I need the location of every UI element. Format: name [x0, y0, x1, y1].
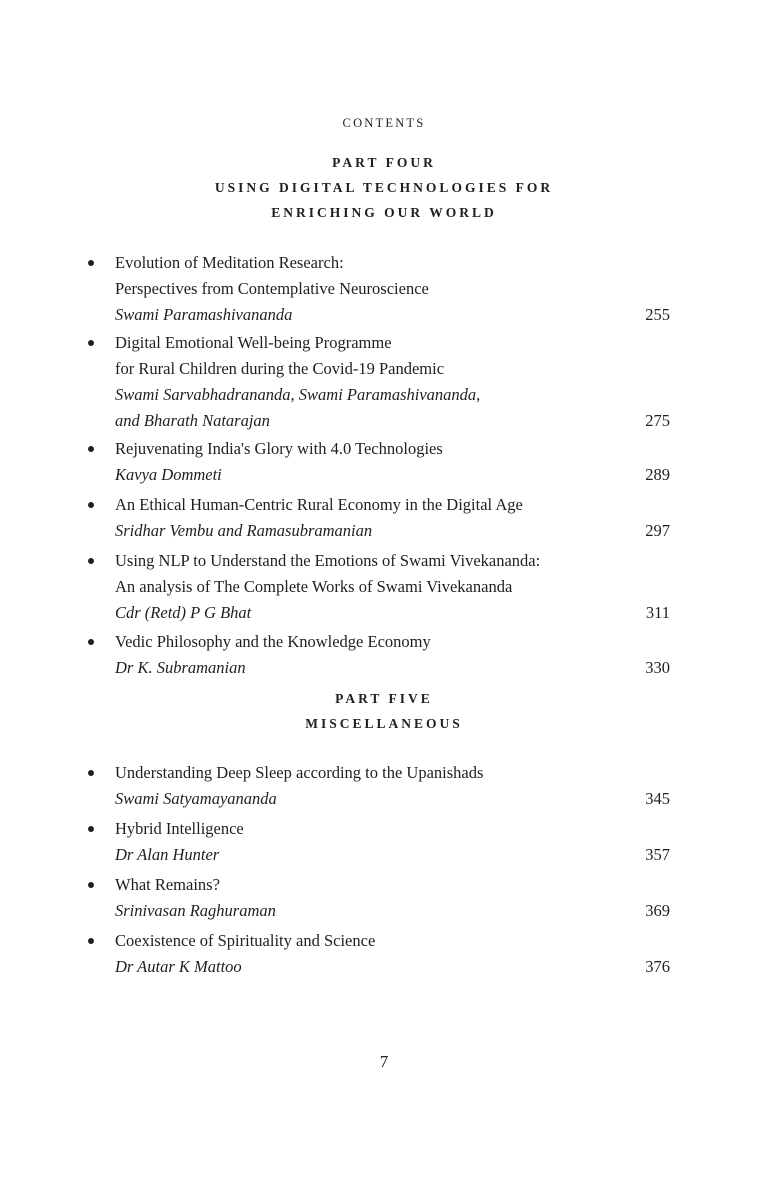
- bullet-icon: [88, 938, 94, 944]
- entry-author: and Bharath Natarajan: [115, 411, 270, 430]
- part-subtitle: ENRICHING OUR WORLD: [271, 205, 497, 220]
- entry-title: An Ethical Human-Centric Rural Economy in the Digital Age: [115, 495, 523, 514]
- entry-title: Rejuvenating India's Glory with 4.0 Technologies: [115, 439, 443, 458]
- entry-title: Evolution of Meditation Research:: [115, 253, 344, 272]
- entry-title: What Remains?: [115, 875, 220, 894]
- page-number: 345: [645, 789, 670, 808]
- entry-title: Hybrid Intelligence: [115, 819, 244, 838]
- bullet-icon: [88, 639, 94, 645]
- toc-entry[interactable]: [88, 250, 670, 328]
- entry-author: Dr Alan Hunter: [115, 845, 220, 864]
- bullet-icon: [88, 502, 94, 508]
- entry-title: for Rural Children during the Covid-19 Pandemic: [115, 359, 445, 378]
- running-head: CONTENTS: [342, 116, 426, 130]
- entry-author: Dr Autar K Mattoo: [115, 957, 242, 976]
- bullet-icon: [88, 446, 94, 452]
- toc-entry[interactable]: [88, 629, 670, 681]
- entry-title: Understanding Deep Sleep according to the Upanishads: [115, 763, 484, 782]
- part-subtitle: USING DIGITAL TECHNOLOGIES FOR: [214, 180, 554, 195]
- bullet-icon: [88, 260, 94, 266]
- toc-entry[interactable]: [88, 492, 670, 544]
- part-five-heading: [0, 686, 768, 736]
- page-number: 330: [645, 658, 670, 677]
- entry-author: Swami Paramashivananda: [115, 305, 293, 324]
- entry-title: Digital Emotional Well-being Programme: [115, 333, 392, 352]
- bullet-icon: [88, 770, 94, 776]
- toc-entry[interactable]: [88, 760, 670, 812]
- entry-author: Srinivasan Raghuraman: [115, 901, 276, 920]
- part-subtitle: MISCELLANEOUS: [305, 716, 463, 731]
- bullet-icon: [88, 340, 94, 346]
- part-title: PART FOUR: [332, 155, 436, 170]
- page-number: 297: [645, 521, 670, 540]
- entry-title: Perspectives from Contemplative Neuroscience: [115, 279, 429, 298]
- page-number: 289: [645, 465, 670, 484]
- toc-entry[interactable]: [88, 548, 670, 626]
- entry-author: Sridhar Vembu and Ramasubramanian: [115, 521, 373, 540]
- page-number: 376: [645, 957, 670, 976]
- entry-title: Using NLP to Understand the Emotions of Swami Vivekananda:: [115, 551, 541, 570]
- entry-author: Dr K. Subramanian: [115, 658, 246, 677]
- page-number: 311: [645, 603, 670, 622]
- toc-entry[interactable]: [88, 330, 670, 434]
- toc-entry[interactable]: [88, 872, 670, 924]
- toc-entry[interactable]: [88, 436, 670, 488]
- page-folio: 7: [379, 1052, 389, 1071]
- page-number: 275: [645, 411, 670, 430]
- bullet-icon: [88, 558, 94, 564]
- page-number: 357: [645, 845, 670, 864]
- part-four-heading: [0, 150, 768, 225]
- toc-entry[interactable]: [88, 928, 670, 980]
- entry-title: An analysis of The Complete Works of Swami Vivekananda: [115, 577, 513, 596]
- entry-author: Swami Satyamayananda: [115, 789, 277, 808]
- entry-author: Cdr (Retd) P G Bhat: [115, 603, 252, 622]
- entry-title: Vedic Philosophy and the Knowledge Economy: [115, 632, 431, 651]
- entry-author: Swami Sarvabhadrananda, Swami Paramashivananda,: [115, 385, 481, 404]
- bullet-icon: [88, 882, 94, 888]
- toc-entry[interactable]: [88, 816, 670, 868]
- entry-title: Coexistence of Spirituality and Science: [115, 931, 376, 950]
- page-number: 369: [645, 901, 670, 920]
- page-number: 255: [645, 305, 670, 324]
- part-title: PART FIVE: [335, 691, 433, 706]
- bullet-icon: [88, 826, 94, 832]
- entry-author: Kavya Dommeti: [115, 465, 222, 484]
